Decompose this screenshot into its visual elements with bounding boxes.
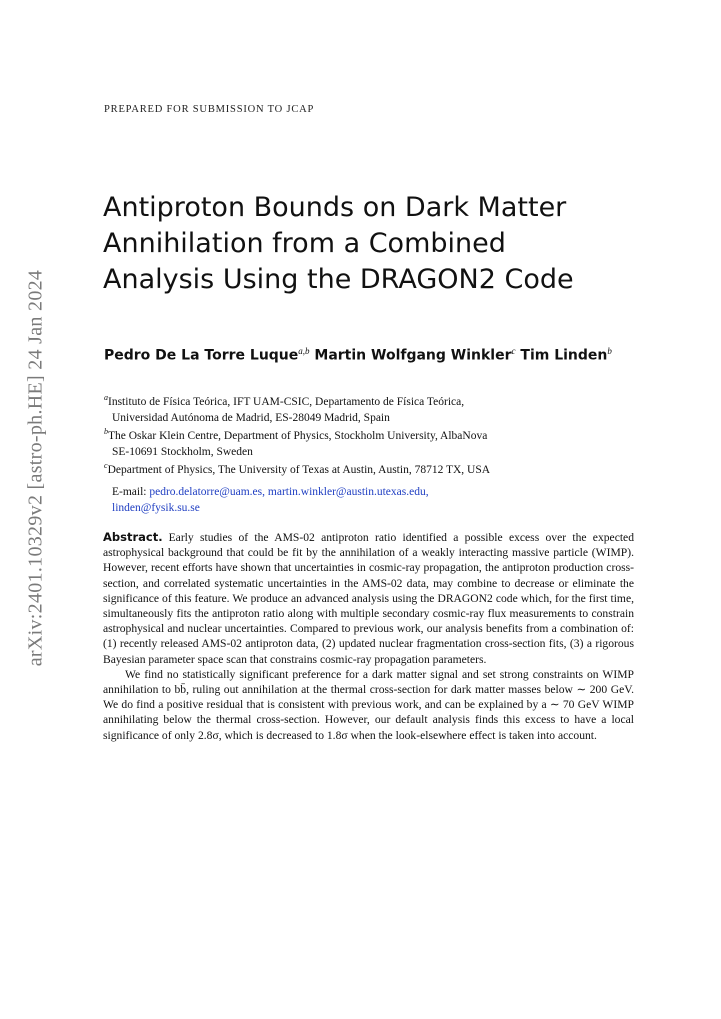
affiliation-label: c [104,461,108,471]
author-name: Martin Wolfgang Winkler [314,347,512,364]
author-affiliation-mark: a,b [298,346,310,356]
email-block [112,484,632,516]
affiliation-text: SE-10691 Stockholm, Sweden [112,446,253,458]
affiliation [104,394,624,426]
author-affiliation-mark: b [607,346,612,356]
affiliation-text: Department of Physics, The University of Texas at Austin, Austin, 78712 TX, USA [107,464,491,476]
affiliation [104,462,624,478]
email-link[interactable]: pedro.delatorre@uam.es, [149,486,266,498]
title-line: Antiproton Bounds on Dark Matter [103,192,567,223]
title-line: Analysis Using the DRAGON2 Code [103,264,574,295]
paper-title [103,190,663,298]
email-label: E-mail: [112,486,147,498]
abstract-paragraph [103,530,634,667]
affiliation-text: Universidad Autónoma de Madrid, ES-28049 Madrid, Spain [112,412,390,424]
arxiv-identifier-stamp: arXiv:2401.10329v2 [astro-ph.HE] 24 Jan 2024 [24,269,47,667]
affiliation-text: Instituto de Física Teórica, IFT UAM-CSIC, Departamento de Física Teórica, [108,396,465,408]
abstract-heading: Abstract. [103,530,163,544]
author-affiliation-mark: c [511,346,516,356]
author-list [104,342,624,366]
email-link[interactable]: martin.winkler@austin.utexas.edu, [267,486,429,498]
author-name: Tim Linden [520,347,608,364]
submission-note: PREPARED FOR SUBMISSION TO JCAP [104,104,315,115]
affiliation-list [104,394,624,480]
email-link[interactable]: linden@fysik.su.se [112,502,200,514]
abstract-text: Early studies of the AMS-02 antiproton ratio identified a possible excess over the expected astrophysical background that could be fit by the annihilation of a weakly interacting massive particle (WIMP). However, recent efforts have shown that uncertainties in cosmic-ray propagation, the antiproton production cross-section, and correlated systematic uncertainties in the AMS-02 data, may combine to decrease or eliminate the significance of this feature. We produce an advanced analysis using the DRAGON2 code which, for the first time, simultaneously fits the antiproton ratio along with multiple secondary cosmic-ray flux measurements to constrain astrophysical and nuclear uncertainties. Compared to previous work, our analysis benefits from a combination of: (1) recently released AMS-02 antiproton data, (2) updated nuclear fragmentation cross-section fits, (3) a rigorous Bayesian parameter space scan that constrains cosmic-ray propagation parameters. [103,531,634,666]
affiliation-label: a [104,393,108,403]
affiliation-text: The Oskar Klein Centre, Department of Physics, Stockholm University, AlbaNova [108,430,488,442]
affiliation-label: b [104,427,108,437]
title-line: Annihilation from a Combined [103,228,506,259]
abstract-paragraph: We find no statistically significant preference for a dark matter signal and set strong constraints on WIMP annihilation to bb̄, ruling out annihilation at the thermal cross-section for dark matter masses below ∼ 200 GeV. We do find a positive residual that is consistent with previous work, and can be explained by a ∼ 70 GeV WIMP annihilating below the thermal cross-section. However, our default analysis finds this excess to have a local significance of only 2.8σ, which is decreased to 1.8σ when the look-elsewhere effect is taken into account. [103,667,634,742]
abstract [103,530,634,743]
affiliation [104,428,624,460]
author-name: Pedro De La Torre Luque [104,347,299,364]
